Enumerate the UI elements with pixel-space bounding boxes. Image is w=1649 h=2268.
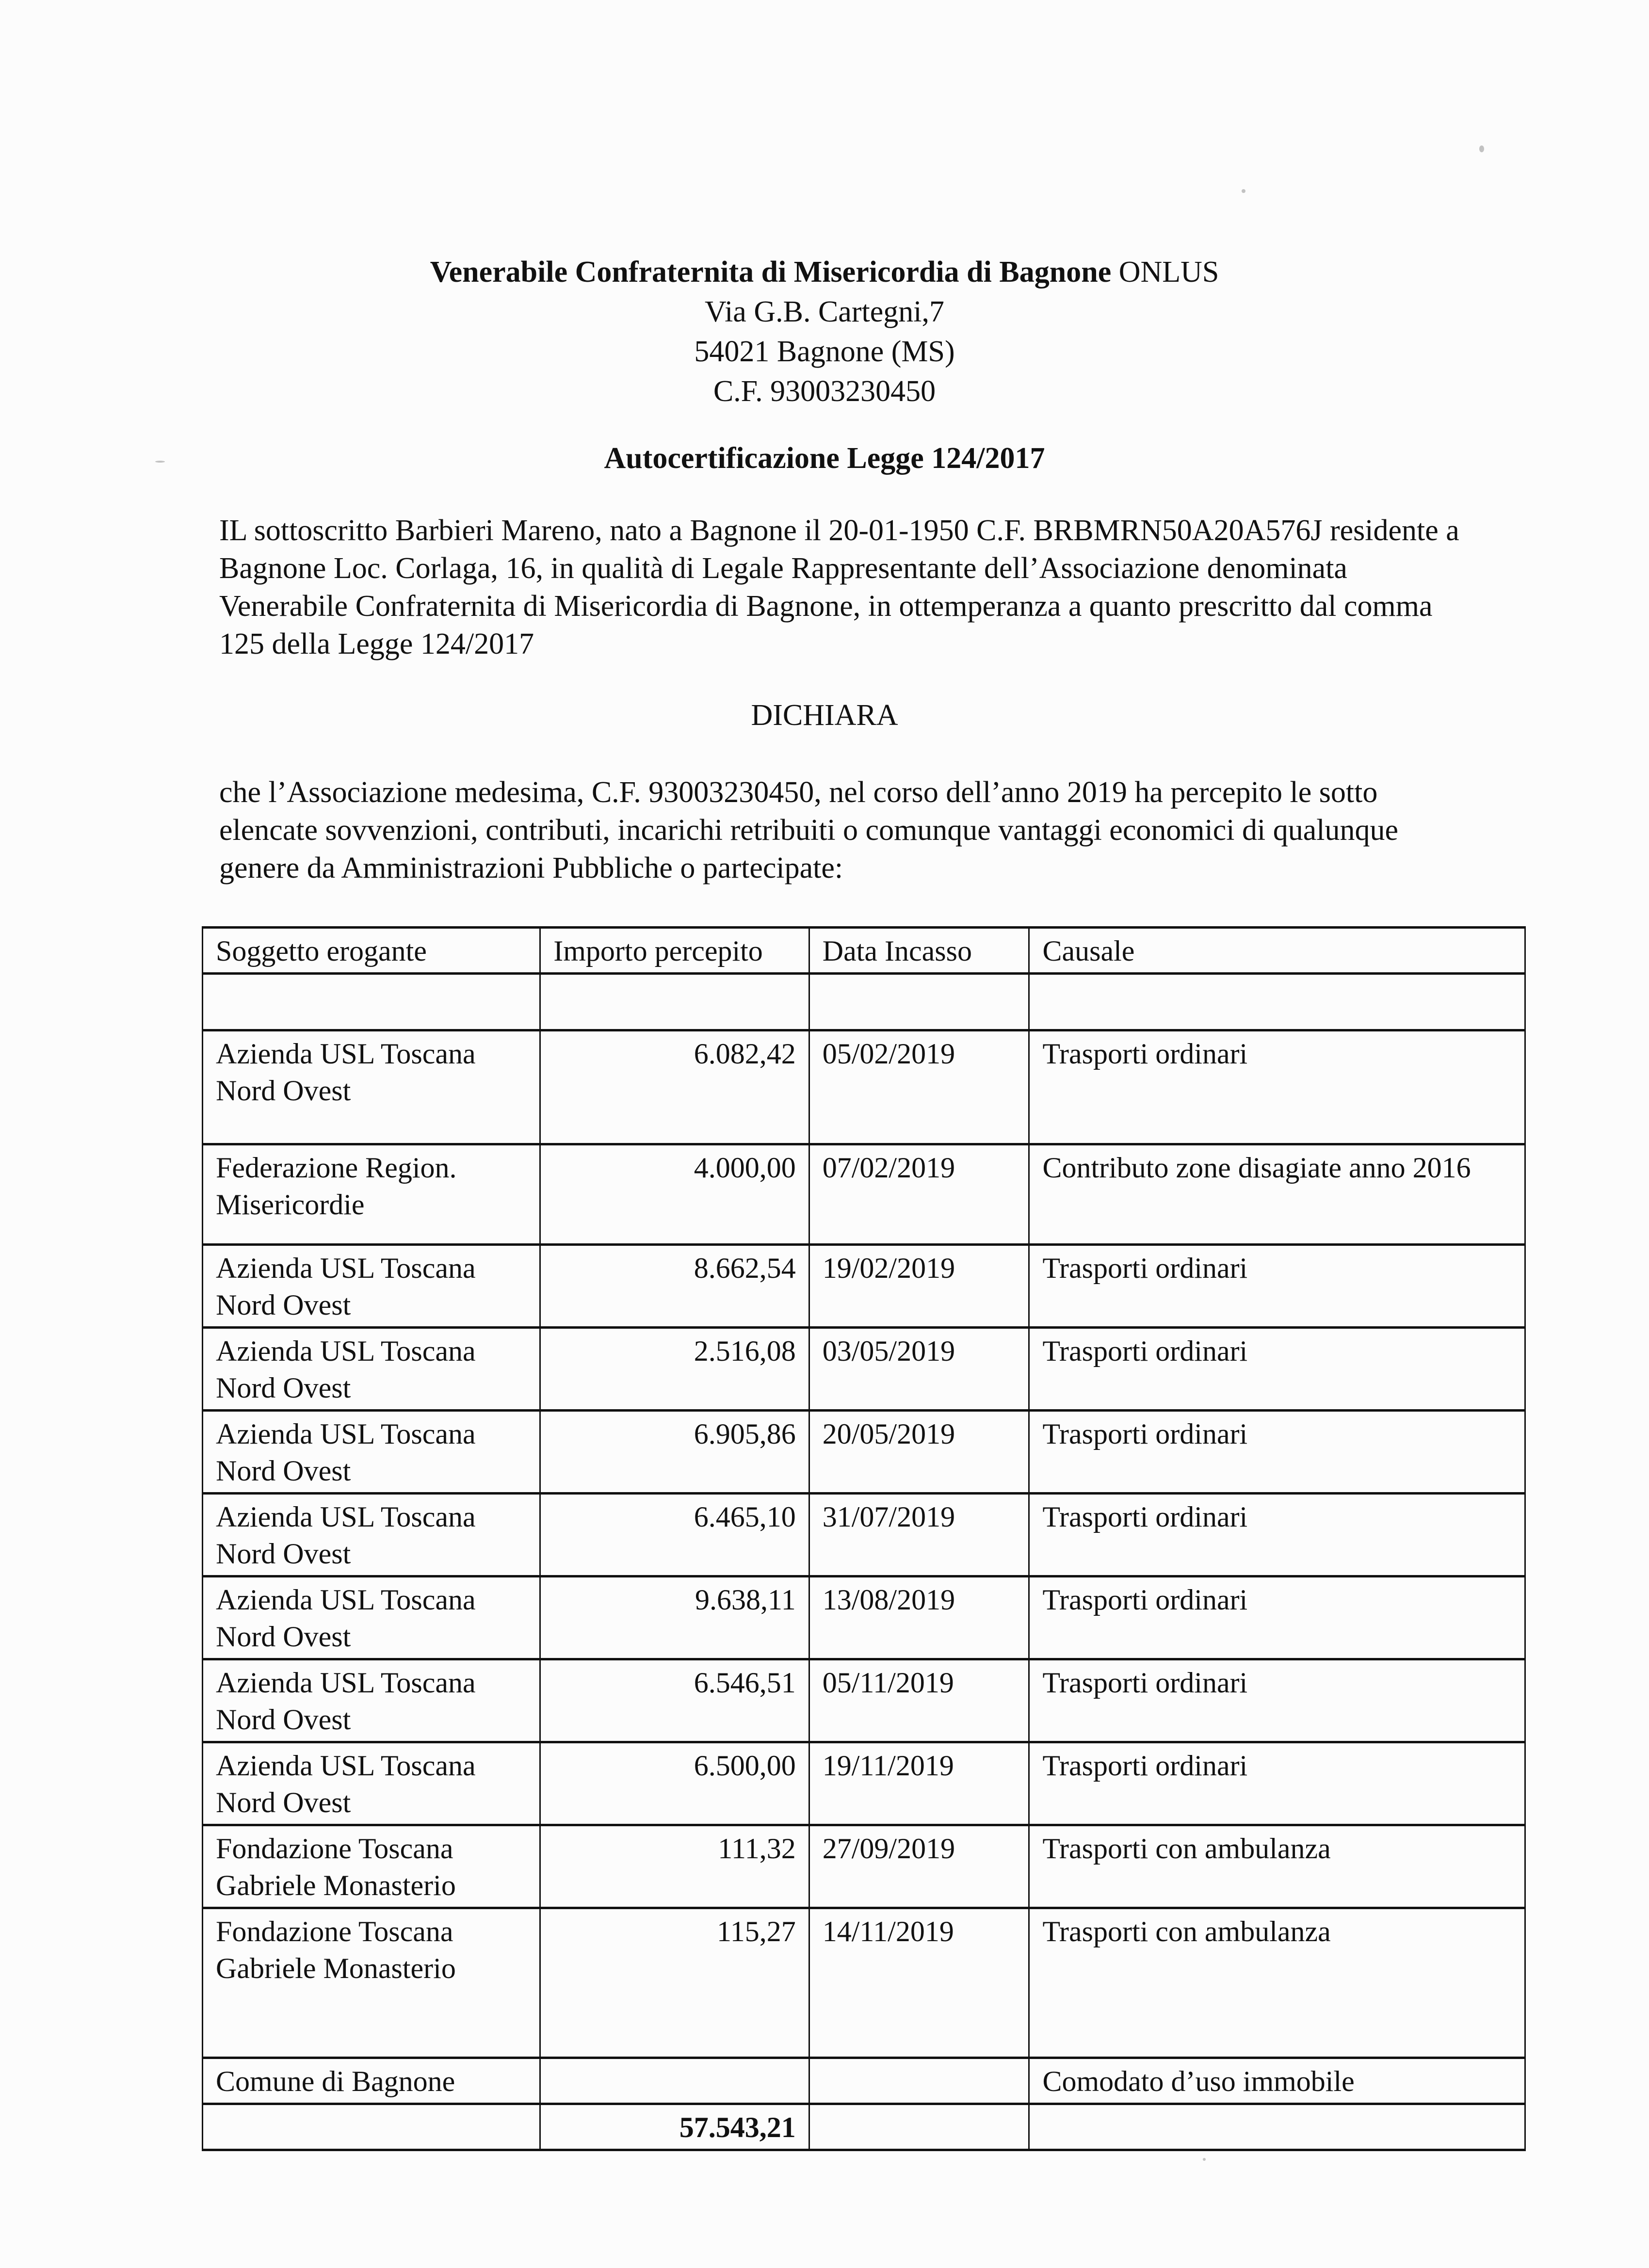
cell-amount: [540, 2058, 809, 2104]
cell-amount: 6.082,42: [540, 1030, 809, 1144]
cell-entity: Comune di Bagnone: [203, 2058, 540, 2104]
table-row: [203, 1659, 1525, 1742]
cell-entity: Azienda USL Toscana Nord Ovest: [203, 1742, 540, 1825]
column-header-date: Data Incasso: [809, 928, 1029, 974]
cell-entity: [203, 974, 540, 1030]
cell-date: [809, 2058, 1029, 2104]
cell-date: 27/09/2019: [809, 1825, 1029, 1908]
cell-date: 13/08/2019: [809, 1576, 1029, 1659]
table-row: [203, 1245, 1525, 1328]
cell-reason: Contributo zone disagiate anno 2016: [1029, 1144, 1525, 1245]
table-row: [203, 1030, 1525, 1144]
column-header-amount: Importo percepito: [540, 928, 809, 974]
cell-total-amount: 57.543,21: [540, 2104, 809, 2150]
scan-speck: [1479, 145, 1484, 152]
cell-date: 14/11/2019: [809, 1908, 1029, 2058]
cell-reason: Trasporti ordinari: [1029, 1494, 1525, 1576]
scan-speck: [155, 461, 165, 463]
table-row: [203, 1494, 1525, 1576]
organization-suffix: ONLUS: [1111, 256, 1219, 289]
cell-reason: Trasporti ordinari: [1029, 1030, 1525, 1144]
cell-date: 07/02/2019: [809, 1144, 1029, 1245]
cell-amount: 6.465,10: [540, 1494, 809, 1576]
cell-date: 19/11/2019: [809, 1742, 1029, 1825]
cell-total-entity: [203, 2104, 540, 2150]
table-header-row: [203, 928, 1525, 974]
organization-name: Venerabile Confraternita di Misericordia di Bagnone: [430, 256, 1112, 289]
scan-speck: [1242, 189, 1245, 193]
cell-amount: [540, 974, 809, 1030]
cell-date: 03/05/2019: [809, 1328, 1029, 1411]
column-header-reason: Causale: [1029, 928, 1525, 974]
table-total-row: [203, 2104, 1525, 2150]
cell-date: 05/11/2019: [809, 1659, 1029, 1742]
cell-amount: 4.000,00: [540, 1144, 809, 1245]
column-header-entity: Soggetto erogante: [203, 928, 540, 974]
tax-code-line: C.F. 93003230450: [713, 375, 936, 408]
cell-entity: Azienda USL Toscana Nord Ovest: [203, 1245, 540, 1328]
cell-reason: [1029, 974, 1525, 1030]
scan-speck: [1203, 2158, 1206, 2161]
table-row: [203, 1144, 1525, 1245]
organization-name-line: [0, 252, 1649, 292]
table-row: [203, 2058, 1525, 2104]
cell-total-date: [809, 2104, 1029, 2150]
cell-reason: Trasporti ordinari: [1029, 1659, 1525, 1742]
table-row: [203, 1328, 1525, 1411]
cell-reason: Trasporti ordinari: [1029, 1742, 1525, 1825]
cell-entity: Azienda USL Toscana Nord Ovest: [203, 1576, 540, 1659]
cell-amount: 8.662,54: [540, 1245, 809, 1328]
cell-date: 05/02/2019: [809, 1030, 1029, 1144]
table-row: [203, 974, 1525, 1030]
intro-paragraph: IL sottoscritto Barbieri Mareno, nato a Bagnone il 20-01-1950 C.F. BRBMRN50A20A576J residente a Bagnone Loc. Corlaga, 16, in qualità di Legale Rappresentante dell’Associazione denominata Venerabile Confraternita di Misericordia di Bagnone, in ottemperanza a quanto prescritto dal comma 125 della Legge 124/2017: [219, 514, 1459, 660]
cell-amount: 6.500,00: [540, 1742, 809, 1825]
cell-entity: Azienda USL Toscana Nord Ovest: [203, 1494, 540, 1576]
declaration-heading: DICHIARA: [751, 699, 898, 732]
cell-date: 20/05/2019: [809, 1411, 1029, 1494]
cell-entity: Azienda USL Toscana Nord Ovest: [203, 1030, 540, 1144]
table-row: [203, 1742, 1525, 1825]
cell-reason: Trasporti ordinari: [1029, 1245, 1525, 1328]
cell-entity: Fondazione Toscana Gabriele Monasterio: [203, 1908, 540, 2058]
table-row: [203, 1825, 1525, 1908]
table-row: [203, 1576, 1525, 1659]
cell-reason: Trasporti con ambulanza: [1029, 1908, 1525, 2058]
cell-reason: Trasporti ordinari: [1029, 1328, 1525, 1411]
letterhead: [0, 252, 1649, 411]
statement-paragraph: che l’Associazione medesima, C.F. 93003230450, nel corso dell’anno 2019 ha percepito le sotto elencate sovvenzioni, contributi, incarichi retribuiti o comunque vantaggi economici di qualunque genere da Amministrazioni Pubbliche o partecipate:: [219, 776, 1399, 885]
cell-amount: 9.638,11: [540, 1576, 809, 1659]
cell-reason: Trasporti con ambulanza: [1029, 1825, 1525, 1908]
cell-reason: Comodato d’uso immobile: [1029, 2058, 1525, 2104]
cell-total-reason: [1029, 2104, 1525, 2150]
table-row: [203, 1908, 1525, 2058]
cell-amount: 115,27: [540, 1908, 809, 2058]
cell-date: [809, 974, 1029, 1030]
city-line: 54021 Bagnone (MS): [694, 335, 955, 368]
cell-date: 19/02/2019: [809, 1245, 1029, 1328]
table-row: [203, 1411, 1525, 1494]
address-line: Via G.B. Cartegni,7: [705, 295, 944, 328]
cell-reason: Trasporti ordinari: [1029, 1411, 1525, 1494]
cell-reason: Trasporti ordinari: [1029, 1576, 1525, 1659]
cell-amount: 111,32: [540, 1825, 809, 1908]
cell-entity: Azienda USL Toscana Nord Ovest: [203, 1659, 540, 1742]
cell-amount: 6.905,86: [540, 1411, 809, 1494]
cell-date: 31/07/2019: [809, 1494, 1029, 1576]
cell-entity: Fondazione Toscana Gabriele Monasterio: [203, 1825, 540, 1908]
cell-entity: Azienda USL Toscana Nord Ovest: [203, 1411, 540, 1494]
document-title: Autocertificazione Legge 124/2017: [604, 442, 1045, 475]
cell-entity: Azienda USL Toscana Nord Ovest: [203, 1328, 540, 1411]
grants-table: [202, 926, 1526, 2151]
cell-entity: Federazione Region. Misericordie: [203, 1144, 540, 1245]
cell-amount: 6.546,51: [540, 1659, 809, 1742]
cell-amount: 2.516,08: [540, 1328, 809, 1411]
